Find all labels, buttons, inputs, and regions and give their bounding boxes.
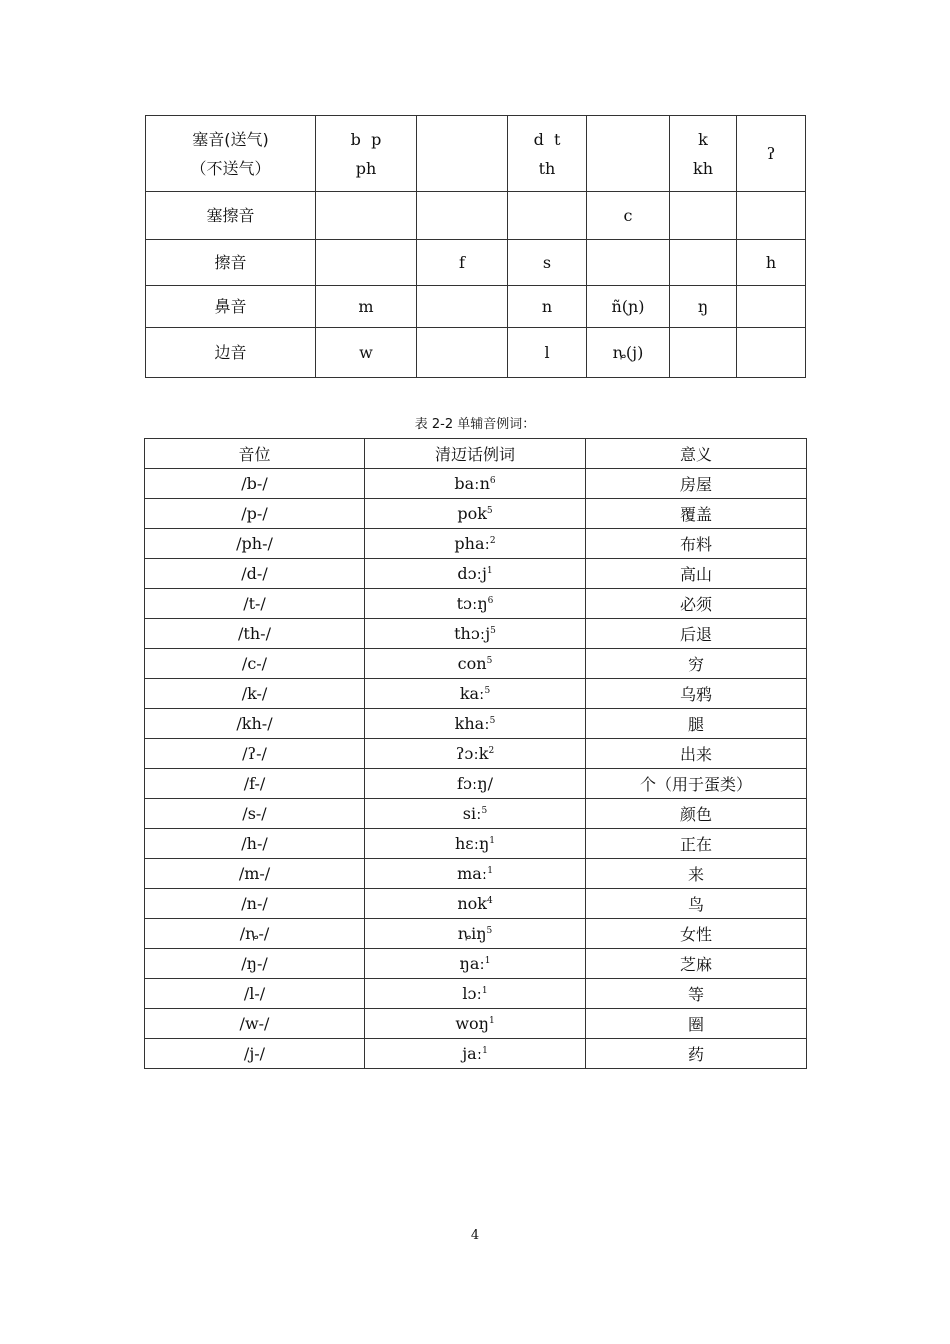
example-word-cell <box>365 979 586 1009</box>
consonant-symbol: ph <box>355 158 377 178</box>
phoneme-cell: /k-/ <box>145 679 365 709</box>
meaning-cell: 来 <box>586 859 807 889</box>
tone-number: 1 <box>481 986 488 996</box>
example-word-cell <box>365 1039 586 1069</box>
example-word: con <box>457 654 487 673</box>
meaning-cell: 穷 <box>586 649 807 679</box>
consonant-symbol: w <box>359 343 373 362</box>
consonant-cell <box>670 286 737 328</box>
tone-number: 5 <box>486 926 493 936</box>
example-word: nok <box>457 894 487 913</box>
consonant-cell <box>417 240 508 286</box>
page-number: 4 <box>470 1228 480 1243</box>
example-word-cell <box>365 679 586 709</box>
table-row <box>145 1009 807 1039</box>
tone-number: 5 <box>481 806 488 816</box>
table-row <box>145 499 807 529</box>
consonant-cell <box>587 286 670 328</box>
table-row <box>145 769 807 799</box>
consonant-chart-row <box>146 328 806 378</box>
phoneme-cell: /j-/ <box>145 1039 365 1069</box>
table-row <box>145 949 807 979</box>
table-row <box>145 679 807 709</box>
header-phoneme: 音位 <box>145 439 365 469</box>
manner-label-line: 鼻音 <box>214 297 247 316</box>
example-word-cell <box>365 949 586 979</box>
tone-number: 5 <box>489 716 496 726</box>
example-word: siː <box>462 804 482 823</box>
phoneme-cell: /kh-/ <box>145 709 365 739</box>
consonant-chart-row <box>146 286 806 328</box>
example-word: ȵiŋ <box>457 924 487 943</box>
tone-number: 2 <box>489 536 496 546</box>
phoneme-cell: /s-/ <box>145 799 365 829</box>
table-row <box>145 919 807 949</box>
consonant-symbol: d t <box>533 129 561 149</box>
example-word-cell <box>365 499 586 529</box>
phoneme-cell: /h-/ <box>145 829 365 859</box>
table-row <box>145 529 807 559</box>
consonant-chart-table <box>145 115 806 378</box>
example-word: fɔːŋ/ <box>457 774 493 793</box>
phoneme-cell: /n-/ <box>145 889 365 919</box>
consonant-cell <box>587 192 670 240</box>
consonant-symbol: h <box>765 253 777 272</box>
manner-label <box>146 286 316 328</box>
phoneme-cell: /ȵ-/ <box>145 919 365 949</box>
meaning-cell: 布料 <box>586 529 807 559</box>
example-word: jaː <box>462 1044 483 1063</box>
table-row <box>145 1039 807 1069</box>
meaning-cell: 个（用于蛋类） <box>586 769 807 799</box>
example-word-cell <box>365 739 586 769</box>
example-word: kaː <box>459 684 485 703</box>
consonant-cell <box>508 286 587 328</box>
phoneme-cell: /t-/ <box>145 589 365 619</box>
example-word: woŋ <box>455 1014 489 1033</box>
meaning-cell: 等 <box>586 979 807 1009</box>
table-row <box>145 859 807 889</box>
tone-number: 6 <box>487 596 494 606</box>
consonant-symbol: b p <box>350 129 382 149</box>
meaning-cell: 鸟 <box>586 889 807 919</box>
phoneme-cell: /ph-/ <box>145 529 365 559</box>
tone-number: 1 <box>486 566 493 576</box>
example-word: dɔːj <box>457 564 487 583</box>
consonant-symbol: ŋ <box>697 297 709 316</box>
example-word: ʔɔːk <box>455 744 489 763</box>
example-word-cell <box>365 829 586 859</box>
example-word: pok <box>457 504 487 523</box>
consonant-cell <box>670 240 737 286</box>
consonant-cell <box>417 286 508 328</box>
consonant-chart-row <box>146 240 806 286</box>
example-word: thɔːj <box>454 624 491 643</box>
consonant-cell <box>316 286 417 328</box>
manner-label-line: 塞擦音 <box>206 206 255 225</box>
header-meaning: 意义 <box>586 439 807 469</box>
table-row <box>145 829 807 859</box>
consonant-symbol: m <box>358 297 374 316</box>
tone-number: 4 <box>486 896 493 906</box>
table-row <box>145 649 807 679</box>
example-word-cell <box>365 469 586 499</box>
tone-number: 1 <box>488 1016 495 1026</box>
consonant-symbol: c <box>623 206 633 225</box>
table-header-row <box>145 439 807 469</box>
table-row <box>145 469 807 499</box>
consonant-cell <box>737 328 806 378</box>
example-word-cell <box>365 589 586 619</box>
consonant-cell <box>316 328 417 378</box>
table-row <box>145 619 807 649</box>
phoneme-cell: /w-/ <box>145 1009 365 1039</box>
table-row <box>145 889 807 919</box>
consonant-cell <box>670 116 737 192</box>
consonant-cell <box>737 286 806 328</box>
example-word-cell <box>365 1009 586 1039</box>
consonant-symbol: ȵ(j) <box>612 343 644 362</box>
consonant-cell <box>737 192 806 240</box>
meaning-cell: 腿 <box>586 709 807 739</box>
phoneme-cell: /d-/ <box>145 559 365 589</box>
example-word: phaː <box>454 534 490 553</box>
table-row <box>145 799 807 829</box>
table-row <box>145 559 807 589</box>
manner-label-line: 边音 <box>214 343 247 362</box>
example-word-cell <box>365 889 586 919</box>
meaning-cell: 后退 <box>586 619 807 649</box>
meaning-cell: 出来 <box>586 739 807 769</box>
meaning-cell: 正在 <box>586 829 807 859</box>
consonant-cell <box>670 192 737 240</box>
meaning-cell: 覆盖 <box>586 499 807 529</box>
manner-label-line: 塞音(送气) <box>192 129 269 149</box>
consonant-symbol: ʔ <box>766 144 776 163</box>
example-word-cell <box>365 649 586 679</box>
phoneme-cell: /th-/ <box>145 619 365 649</box>
consonant-cell <box>417 192 508 240</box>
consonant-cell <box>737 116 806 192</box>
meaning-cell: 圈 <box>586 1009 807 1039</box>
consonant-symbol: kh <box>693 158 713 178</box>
phoneme-cell: /c-/ <box>145 649 365 679</box>
consonant-cell <box>316 116 417 192</box>
consonant-cell <box>508 116 587 192</box>
manner-label <box>146 116 316 192</box>
meaning-cell: 高山 <box>586 559 807 589</box>
example-word: maː <box>457 864 488 883</box>
consonant-cell <box>508 192 587 240</box>
consonant-symbol: n <box>541 297 553 316</box>
phoneme-cell: /ʔ-/ <box>145 739 365 769</box>
phoneme-cell: /ŋ-/ <box>145 949 365 979</box>
example-word: lɔː <box>462 984 482 1003</box>
tone-number: 1 <box>489 836 496 846</box>
consonant-cell <box>737 240 806 286</box>
manner-label <box>146 328 316 378</box>
table-row <box>145 709 807 739</box>
consonant-cell <box>508 328 587 378</box>
tone-number: 6 <box>489 476 496 486</box>
meaning-cell: 芝麻 <box>586 949 807 979</box>
phoneme-cell: /f-/ <box>145 769 365 799</box>
manner-label <box>146 192 316 240</box>
phoneme-cell: /p-/ <box>145 499 365 529</box>
example-word-cell <box>365 709 586 739</box>
consonant-examples-table <box>144 438 807 1069</box>
phoneme-cell: /l-/ <box>145 979 365 1009</box>
example-word-cell <box>365 859 586 889</box>
tone-number: 5 <box>490 626 496 636</box>
example-word: ŋaː <box>459 954 485 973</box>
tone-number: 5 <box>484 686 491 696</box>
consonant-cell <box>670 328 737 378</box>
table-row <box>145 589 807 619</box>
consonant-cell <box>587 328 670 378</box>
tone-number: 5 <box>486 506 493 516</box>
consonant-cell <box>417 116 508 192</box>
example-word: tɔːŋ <box>456 594 488 613</box>
phoneme-cell: /m-/ <box>145 859 365 889</box>
tone-number: 1 <box>482 1046 488 1056</box>
consonant-symbol: k <box>698 129 708 149</box>
meaning-cell: 女性 <box>586 919 807 949</box>
consonant-symbol: l <box>544 343 550 362</box>
example-word-cell <box>365 799 586 829</box>
header-example-word: 清迈话例词 <box>365 439 586 469</box>
example-word-cell <box>365 919 586 949</box>
consonant-cell <box>508 240 587 286</box>
consonant-symbol: s <box>542 253 552 272</box>
consonant-chart-row <box>146 192 806 240</box>
tone-number: 2 <box>488 746 495 756</box>
example-word-cell <box>365 619 586 649</box>
manner-label <box>146 240 316 286</box>
phoneme-cell: /b-/ <box>145 469 365 499</box>
manner-label-line: 擦音 <box>214 253 247 272</box>
consonant-cell <box>417 328 508 378</box>
tone-number: 5 <box>486 656 493 666</box>
consonant-chart-row <box>146 116 806 192</box>
table-row <box>145 739 807 769</box>
example-word-cell <box>365 559 586 589</box>
tone-number: 1 <box>487 866 493 876</box>
example-word: hɛːŋ <box>454 834 490 853</box>
example-word-cell <box>365 769 586 799</box>
table-row <box>145 979 807 1009</box>
table-caption: 表 2-2 单辅音例词： <box>414 417 536 432</box>
meaning-cell: 药 <box>586 1039 807 1069</box>
meaning-cell: 房屋 <box>586 469 807 499</box>
example-word-cell <box>365 529 586 559</box>
meaning-cell: 必须 <box>586 589 807 619</box>
example-word: khaː <box>454 714 490 733</box>
consonant-cell <box>316 192 417 240</box>
consonant-cell <box>316 240 417 286</box>
consonant-symbol: f <box>459 253 465 272</box>
consonant-symbol: th <box>538 158 556 178</box>
manner-label-line: （不送气） <box>190 158 271 178</box>
meaning-cell: 颜色 <box>586 799 807 829</box>
consonant-symbol: ñ(ɲ) <box>611 297 645 316</box>
tone-number: 1 <box>484 956 491 966</box>
consonant-cell <box>587 240 670 286</box>
example-word: baːn <box>454 474 490 493</box>
meaning-cell: 乌鸦 <box>586 679 807 709</box>
consonant-cell <box>587 116 670 192</box>
